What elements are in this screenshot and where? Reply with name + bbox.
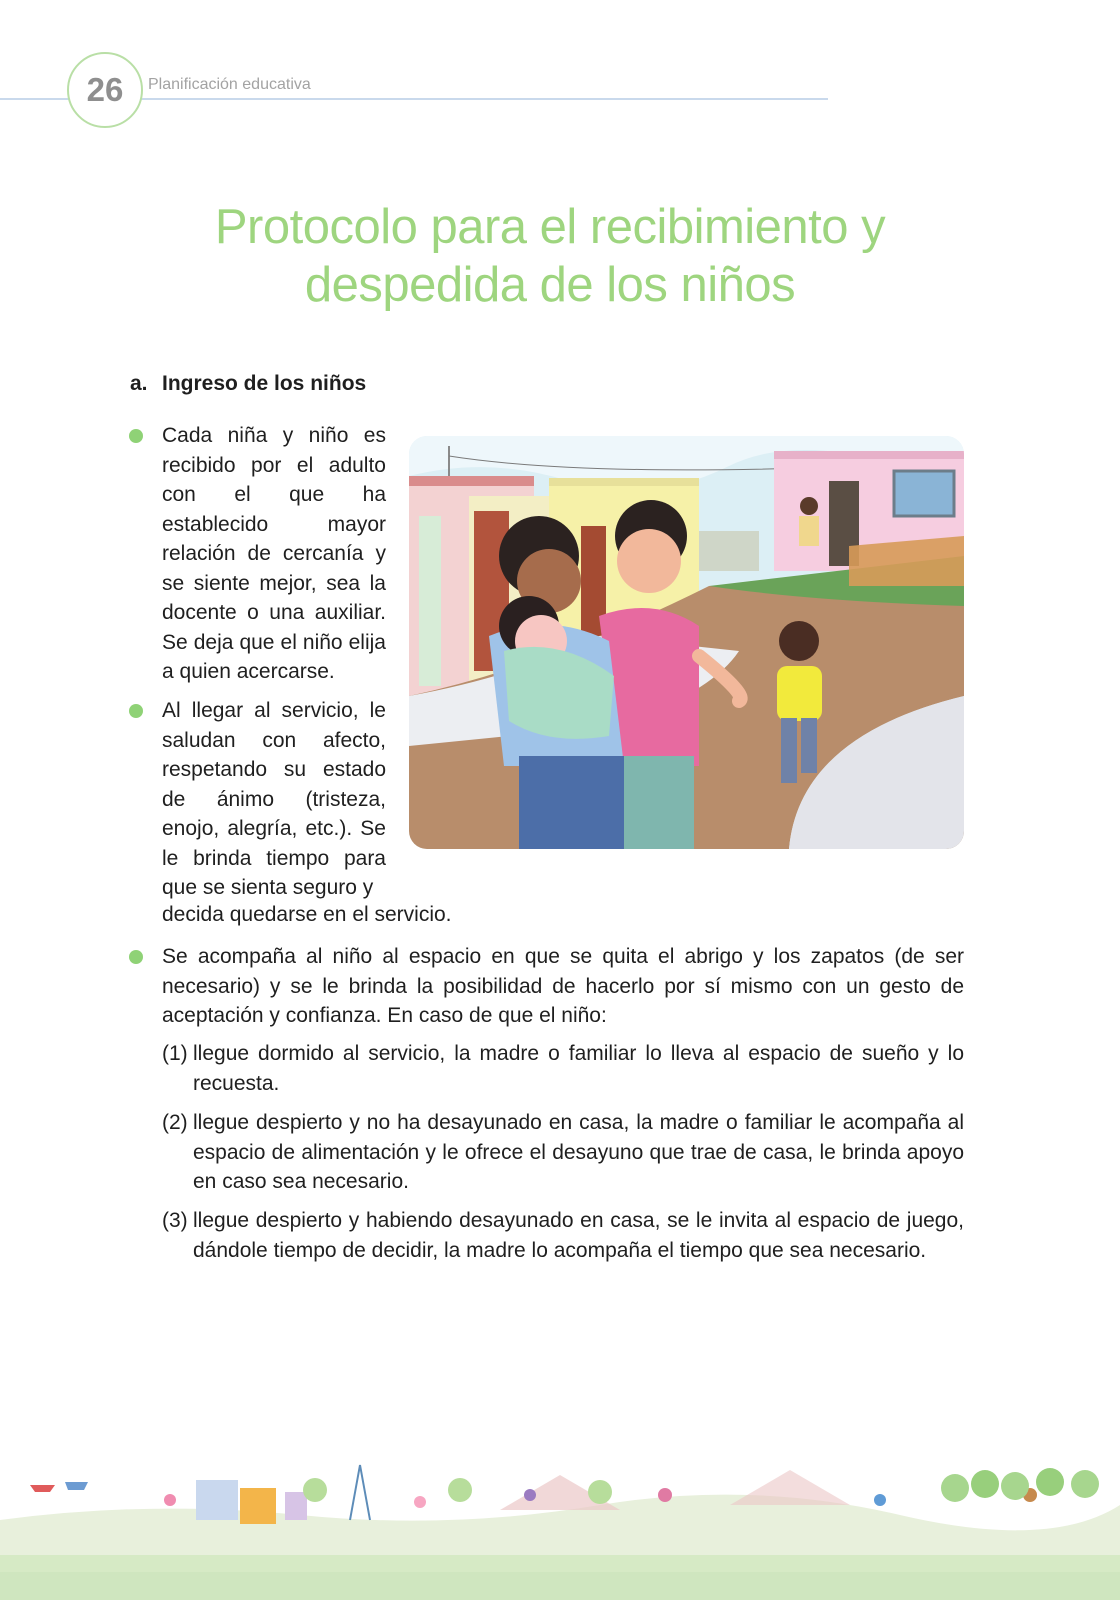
numbered-item-3 (162, 1206, 964, 1265)
bullet-text-1: Cada niña y niño es recibido por el adulto con el que ha establecido mayor relación de cercanía y se siente mejor, sea la docente o una auxiliar. Se deja que el niño elija a quien acercarse. (162, 424, 386, 683)
bullet-dot-3 (129, 950, 143, 964)
section-letter: a. (130, 372, 148, 395)
bullet-dot-1 (129, 429, 143, 443)
bullet-text-3: Se acompaña al niño al espacio en que se quita el abrigo y los zapatos (de ser necesario) y se le brinda la posibilidad de hacerlo por sí mismo con un gesto de aceptación y confianza. En caso de que el niño: (162, 945, 964, 1027)
family-arrival-illustration (409, 436, 964, 849)
item-number-3: (3) (162, 1209, 188, 1232)
bullet-text-2: Al llegar al servicio, le saludan con afecto, respetando su estado de ánimo (tristeza, enojo, alegría, etc.). Se le brinda tiempo para que se sienta seguro y (162, 699, 386, 899)
page-title-line-1: Protocolo para el recibimiento y (214, 200, 886, 254)
bullet-text-2-tail: decida quedarse en el servicio. (162, 903, 452, 926)
page-title (150, 198, 950, 314)
running-title: Planificación educativa (148, 76, 311, 93)
numbered-item-1 (162, 1039, 964, 1098)
item-text-1: llegue dormido al servicio, la madre o familiar lo lleva al espacio de sueño y lo recuesta. (193, 1042, 964, 1095)
numbered-item-2 (162, 1108, 964, 1197)
section-heading-text: Ingreso de los niños (162, 372, 367, 395)
item-text-3: llegue despierto y habiendo desayunado en casa, se le invita al espacio de juego, dándole tiempo de decidir, la madre lo acompaña el tiempo que sea necesario. (193, 1209, 964, 1262)
page-title-line-2: despedida de los niños (304, 258, 796, 312)
item-text-2: llegue despierto y no ha desayunado en casa, la madre o familiar le acompaña al espacio de alimentación y le ofrece el desayuno que trae de casa, le brinda apoyo en caso sea necesario. (193, 1111, 964, 1193)
bullet-dot-2 (129, 704, 143, 718)
item-number-1: (1) (162, 1042, 188, 1065)
item-number-2: (2) (162, 1111, 188, 1134)
page-number: 26 (67, 52, 143, 128)
footer-landscape-illustration (0, 1460, 1120, 1600)
section-heading (130, 372, 366, 396)
